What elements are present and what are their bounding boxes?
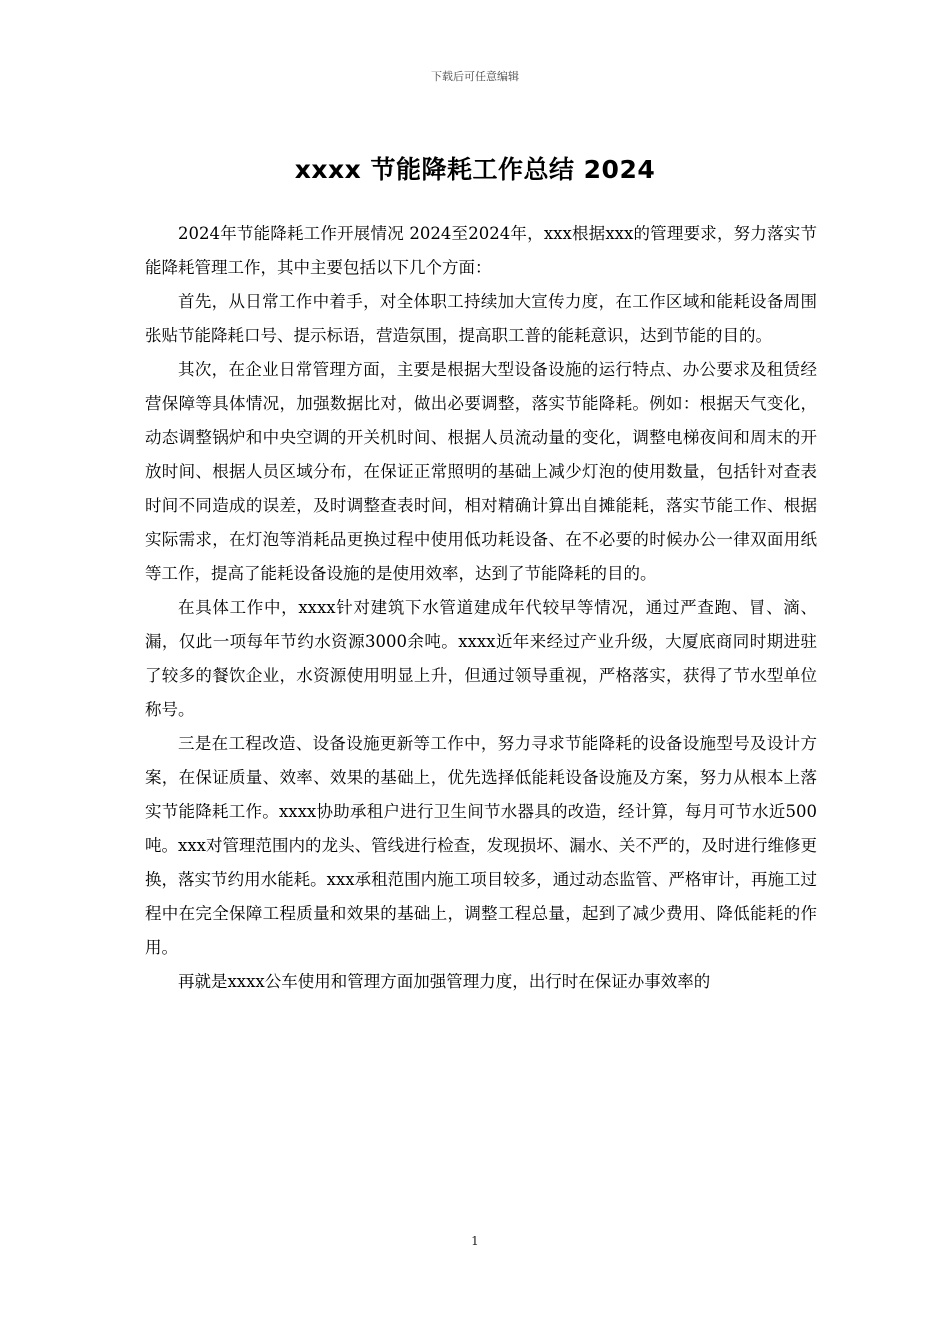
header-note: 下载后可任意编辑 [431,70,519,83]
paragraph-specific-work: 在具体工作中，xxxx针对建筑下水管道建成年代较早等情况，通过严查跑、冒、滴、漏，仅此一项每年节约水资源3000余吨。xxxx近年来经过产业升级，大厦底商同时期进驻了较多的餐饮企业，水资源使用明显上升，但通过领导重视，严格落实，获得了节水型单位称号。 [145,598,817,719]
paragraph-vehicles: 再就是xxxx公车使用和管理方面加强管理力度，出行时在保证办事效率的 [178,972,711,991]
page-number: 1 [471,1234,479,1248]
document-title: xxxx 节能降耗工作总结 2024 [294,155,656,184]
paragraph-first: 首先，从日常工作中着手，对全体职工持续加大宣传力度，在工作区域和能耗设备周围张贴节能降耗口号、提示标语，营造氛围，提高职工普的能耗意识，达到节能的目的。 [145,292,817,345]
paragraph-intro: 2024年节能降耗工作开展情况 2024至2024年，xxx根据xxx的管理要求，努力落实节能降耗管理工作，其中主要包括以下几个方面： [145,224,817,277]
paragraph-second: 其次，在企业日常管理方面，主要是根据大型设备设施的运行特点、办公要求及租赁经营保障等具体情况，加强数据比对，做出必要调整，落实节能降耗。例如：根据天气变化，动态调整锅炉和中央空调的开关机时间、根据人员流动量的变化，调整电梯夜间和周末的开放时间、根据人员区域分布，在保证正常照明的基础上减少灯泡的使用数量，包括针对查表时间不同造成的误差，及时调整查表时间，相对精确计算出自摊能耗，落实节能工作、根据实际需求，在灯泡等消耗品更换过程中使用低功耗设备、在不必要的时候办公一律双面用纸等工作，提高了能耗设备设施的是使用效率，达到了节能降耗的目的。 [145,360,817,583]
document-body [145,217,817,999]
paragraph-third: 三是在工程改造、设备设施更新等工作中，努力寻求节能降耗的设备设施型号及设计方案，在保证质量、效率、效果的基础上，优先选择低能耗设备设施及方案，努力从根本上落实节能降耗工作。xxxx协助承租户进行卫生间节水器具的改造，经计算，每月可节水近500吨。xxx对管理范围内的龙头、管线进行检查，发现损坏、漏水、关不严的，及时进行维修更换，落实节约用水能耗。xxx承租范围内施工项目较多，通过动态监管、严格审计，再施工过程中在完全保障工程质量和效果的基础上，调整工程总量，起到了减少费用、降低能耗的作用。 [145,734,817,957]
